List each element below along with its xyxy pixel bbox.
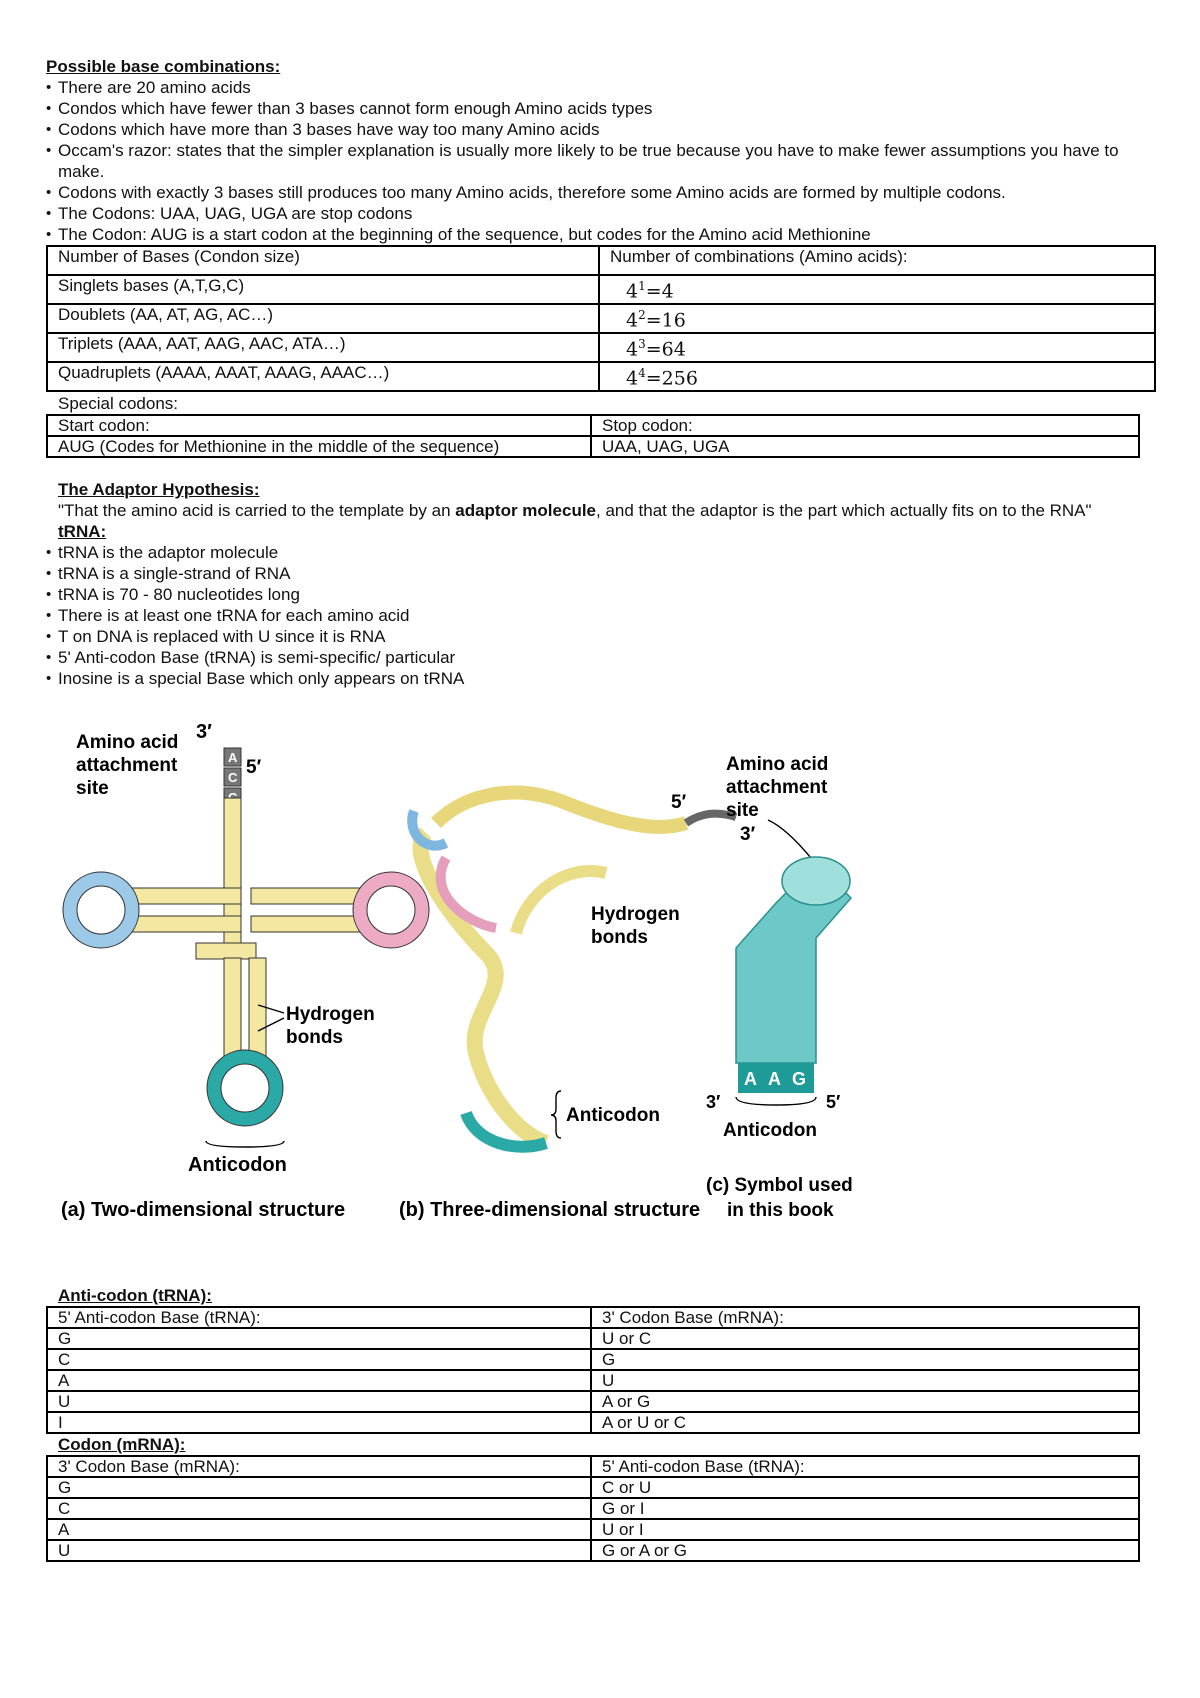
a-attachment-label: attachment	[76, 755, 178, 776]
a-anticodon-label: Anticodon	[188, 1154, 287, 1176]
special-codons-label: Special codons:	[58, 394, 179, 413]
table-cell: AUG (Codes for Methionine in the middle of the sequence)	[47, 436, 591, 457]
table-row	[47, 1412, 1139, 1433]
table-cell: Doublets (AA, AT, AG, AC…)	[47, 304, 599, 333]
table-cell: I	[47, 1412, 591, 1433]
symbol-structure	[706, 754, 853, 1221]
b-hydrogen-bonds-label: Hydrogen	[591, 904, 680, 925]
table-cell: G or I	[591, 1498, 1139, 1519]
table-cell: G or A or G	[591, 1540, 1139, 1561]
list-item: • 5' Anti-codon Base (tRNA) is semi-specific/ particular	[58, 647, 1156, 668]
special-codons-table	[46, 414, 1140, 458]
list-item: • The Codon: AUG is a start codon at the beginning of the sequence, but codes for the Amino acid Methionine	[58, 224, 1156, 245]
c-anticodon-label: Anticodon	[723, 1120, 817, 1141]
table-cell: Quadruplets (AAAA, AAAT, AAAG, AAAC…)	[47, 362, 599, 391]
b-hydrogen-bonds-label: bonds	[591, 927, 648, 948]
bases-table	[46, 245, 1156, 392]
list-item: • Codons with exactly 3 bases still produces too many Amino acids, therefore some Amino acids are formed by multiple codons.	[58, 182, 1156, 203]
list-item: • Inosine is a special Base which only appears on tRNA	[58, 668, 1156, 689]
table-row	[47, 1349, 1139, 1370]
base-combinations-list	[46, 77, 1156, 245]
table-header-cell: 5' Anti-codon Base (tRNA):	[47, 1307, 591, 1328]
c-caption: (c) Symbol used	[706, 1175, 853, 1196]
list-item: • The Codons: UAA, UAG, UGA are stop codons	[58, 203, 1156, 224]
table-cell: A or G	[591, 1391, 1139, 1412]
table-row	[47, 1370, 1139, 1391]
a-three-prime-label: 3′	[196, 721, 212, 743]
table-header-cell: 3' Codon Base (mRNA):	[47, 1456, 591, 1477]
b-anticodon-brace	[551, 1091, 561, 1138]
a-hydrogen-bonds-label: Hydrogen	[286, 1004, 375, 1025]
variable-loop	[196, 943, 256, 959]
quote-text: "That the amino acid is carried to the template by an	[58, 501, 456, 520]
a-attachment-label: site	[76, 778, 109, 799]
c-attachment-label: site	[726, 800, 759, 821]
b-acceptor-helix	[436, 793, 686, 827]
d-arm-lower	[121, 916, 241, 932]
table-cell: Triplets (AAA, AAT, AAG, AAC, ATA…)	[47, 333, 599, 362]
quote-text: , and that the adaptor is the part which actually fits on to the RNA"	[596, 501, 1092, 520]
table-cell: U	[47, 1540, 591, 1561]
b-caption: (b) Three-dimensional structure	[399, 1199, 701, 1221]
table-cell: U or I	[591, 1519, 1139, 1540]
list-item: • There are 20 amino acids	[58, 77, 1156, 98]
anticodon-table	[46, 1306, 1140, 1434]
a-attachment-label: Amino acid	[76, 732, 179, 753]
list-item: • tRNA is the adaptor molecule	[58, 542, 1156, 563]
table-header-cell: Stop codon:	[591, 415, 1139, 436]
table-header-row	[47, 1307, 1139, 1328]
c-base-label: A	[768, 1069, 781, 1089]
t-arm-upper	[251, 888, 371, 904]
table-row	[47, 1519, 1139, 1540]
codon-tables	[46, 1285, 1156, 1562]
list-item: • Codons which have more than 3 bases have way too many Amino acids	[58, 119, 1156, 140]
table-cell: C	[47, 1349, 591, 1370]
table-header-cell: Number of combinations (Amino acids):	[599, 246, 1155, 275]
codon-table	[46, 1455, 1140, 1562]
table-row	[47, 362, 1155, 391]
b-three-prime-label: 3′	[740, 824, 756, 845]
anticodon-stem-left	[224, 958, 241, 1058]
math-exponent: 4	[638, 366, 646, 381]
table-header-row	[47, 415, 1139, 436]
c-caption: in this book	[727, 1200, 834, 1221]
document-page	[46, 56, 1156, 689]
anticodon-loop-inner	[221, 1064, 269, 1112]
math-base: 4	[626, 280, 639, 303]
c-three-prime-label: 3′	[706, 1092, 721, 1112]
acceptor-base-letter: C	[228, 770, 238, 785]
table-row	[47, 304, 1155, 333]
a-caption: (a) Two-dimensional structure	[61, 1199, 346, 1221]
table-cell: G	[47, 1477, 591, 1498]
d-loop-inner	[77, 886, 125, 934]
list-item: • T on DNA is replaced with U since it is RNA	[58, 626, 1156, 647]
list-item: • There is at least one tRNA for each amino acid	[58, 605, 1156, 626]
math-base: 4	[626, 338, 639, 361]
math-cell	[599, 362, 1155, 391]
b-anticodon-label: Anticodon	[566, 1105, 660, 1126]
c-attachment-label: Amino acid	[726, 754, 829, 775]
table-row	[47, 1498, 1139, 1519]
table-header-cell: Start codon:	[47, 415, 591, 436]
math-cell	[599, 304, 1155, 333]
quote-emphasis: adaptor molecule	[455, 501, 597, 520]
table-cell: G	[591, 1349, 1139, 1370]
math-exponent: 3	[638, 337, 646, 352]
acceptor-base-letter: A	[228, 750, 238, 765]
table-header-row	[47, 246, 1155, 275]
section-heading-codon: Codon (mRNA):	[58, 1435, 186, 1454]
c-anticodon-brace	[736, 1097, 816, 1105]
list-item: • Occam's razor: states that the simpler explanation is usually more likely to be true because you have to make fewer assumptions you have to make.	[58, 140, 1156, 182]
math-exponent: 1	[638, 279, 646, 294]
c-five-prime-label: 5′	[826, 1092, 841, 1112]
table-row	[47, 1391, 1139, 1412]
table-header-row	[47, 1456, 1139, 1477]
table-row	[47, 333, 1155, 362]
a-five-prime-label: 5′	[246, 757, 262, 778]
c-attachment-label: attachment	[726, 777, 828, 798]
table-cell: C or U	[591, 1477, 1139, 1498]
list-item: • tRNA is 70 - 80 nucleotides long	[58, 584, 1156, 605]
table-cell: U or C	[591, 1328, 1139, 1349]
table-cell: A	[47, 1519, 591, 1540]
d-arm-upper	[121, 888, 241, 904]
math-exponent: 2	[638, 308, 646, 323]
section-heading-base-combinations: Possible base combinations:	[46, 57, 281, 76]
table-cell: Singlets bases (A,T,G,C)	[47, 275, 599, 304]
section-heading-anticodon: Anti-codon (tRNA):	[58, 1286, 212, 1305]
a-hydrogen-bonds-label: bonds	[286, 1027, 343, 1048]
c-base-label: G	[792, 1069, 807, 1089]
table-header-cell: 5' Anti-codon Base (tRNA):	[591, 1456, 1139, 1477]
list-item: • tRNA is a single-strand of RNA	[58, 563, 1156, 584]
table-row	[47, 436, 1139, 457]
table-header-cell: Number of Bases (Condon size)	[47, 246, 599, 275]
anticodon-brace	[206, 1141, 284, 1147]
table-cell: C	[47, 1498, 591, 1519]
c-symbol-top	[782, 857, 850, 905]
t-loop-inner	[367, 886, 415, 934]
math-result: =64	[645, 338, 686, 361]
table-cell: A	[47, 1370, 591, 1391]
table-cell: U	[47, 1391, 591, 1412]
section-heading-trna: tRNA:	[58, 522, 107, 541]
trna-list	[46, 542, 1156, 689]
list-item: • Condos which have fewer than 3 bases cannot form enough Amino acids types	[58, 98, 1156, 119]
table-cell: G	[47, 1328, 591, 1349]
three-dimensional-structure	[399, 792, 756, 1221]
math-cell	[599, 333, 1155, 362]
anticodon-stem-right	[249, 958, 266, 1058]
b-five-prime-label: 5′	[671, 792, 687, 813]
math-result: =256	[645, 367, 698, 390]
table-row	[47, 1328, 1139, 1349]
table-row	[47, 1477, 1139, 1498]
table-cell: UAA, UAG, UGA	[591, 436, 1139, 457]
adaptor-quote	[46, 500, 1156, 521]
table-row	[47, 275, 1155, 304]
math-base: 4	[626, 309, 639, 332]
table-cell: A or U or C	[591, 1412, 1139, 1433]
math-cell	[599, 275, 1155, 304]
two-dimensional-structure	[61, 721, 429, 1221]
section-heading-adaptor: The Adaptor Hypothesis:	[58, 480, 260, 499]
trna-structure-figure	[46, 713, 946, 1283]
table-header-cell: 3' Codon Base (mRNA):	[591, 1307, 1139, 1328]
math-result: =16	[645, 309, 686, 332]
table-row	[47, 1540, 1139, 1561]
math-base: 4	[626, 367, 639, 390]
c-base-label: A	[744, 1069, 757, 1089]
math-result: =4	[645, 280, 674, 303]
t-arm-lower	[251, 916, 371, 932]
table-cell: U	[591, 1370, 1139, 1391]
